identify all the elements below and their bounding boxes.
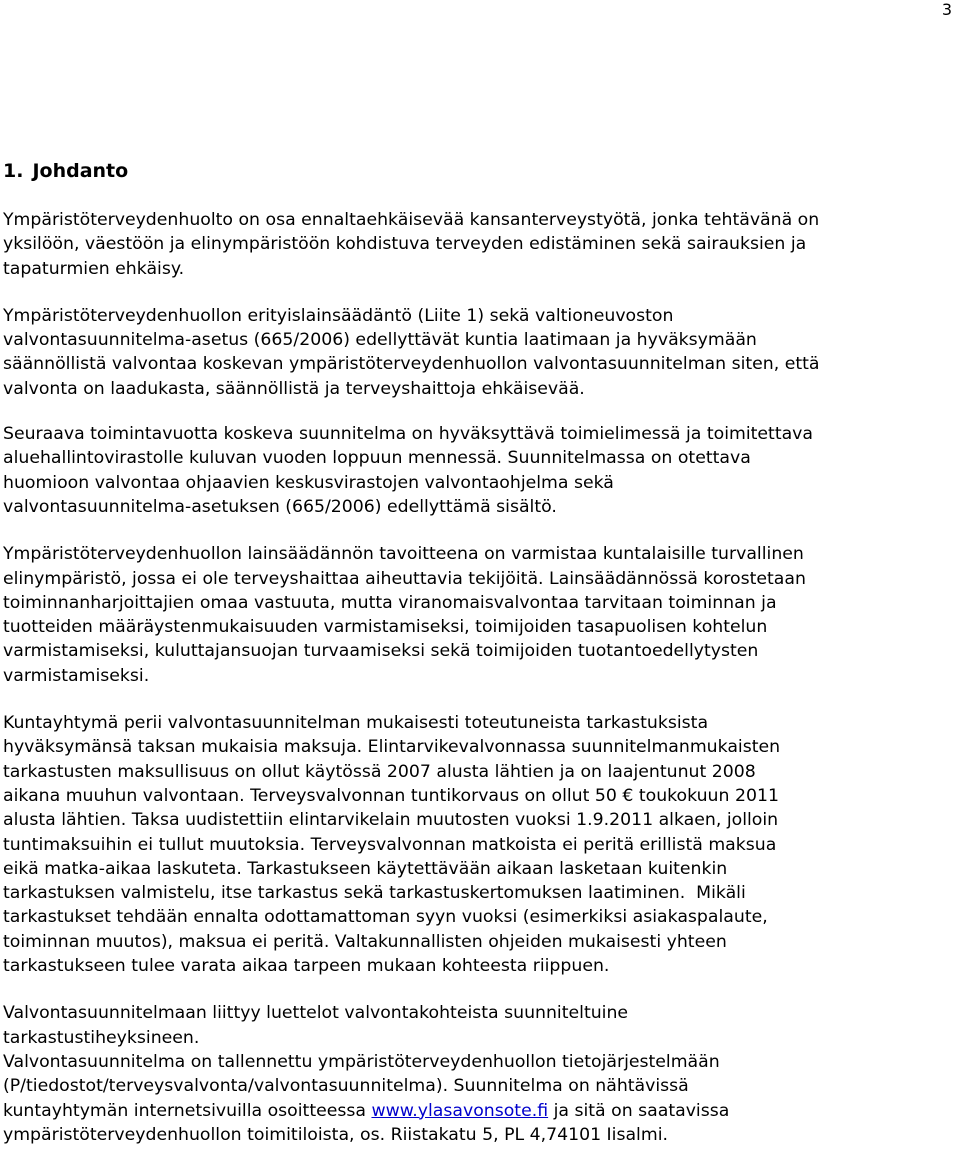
- text-line: tarkastusten maksullisuus on ollut käytössä 2007 alusta lähtien ja on laajentunut 2008: [3, 761, 756, 782]
- paragraph-gap: [3, 978, 957, 1001]
- text-line: Ympäristöterveydenhuollon erityislainsäädäntö (Liite 1) sekä valtioneuvoston: [3, 305, 674, 326]
- text-line: tarkastukset tehdään ennalta odottamattoman syyn vuoksi (esimerkiksi asiakaspalaute,: [3, 907, 768, 928]
- text-line: hyväksymänsä taksan mukaisia maksuja. Elintarvikevalvonnassa suunnitelmanmukaisten: [3, 737, 781, 758]
- text-line: valvontasuunnitelma-asetus (665/2006) edellyttävät kuntia laatimaan ja hyväksymään: [3, 330, 757, 351]
- text-line: yksilöön, väestöön ja elinympäristöön kohdistuva terveyden edistäminen sekä sairauksien ja: [3, 234, 807, 255]
- paragraph-gap: [3, 281, 957, 304]
- text-line: Ympäristöterveydenhuolto on osa ennaltaehkäisevää kansanterveystyötä, jonka tehtävänä on: [3, 210, 820, 230]
- text-line: tarkastuksen valmistelu, itse tarkastus sekä tarkastuskertomuksen laatiminen. Mikäli: [3, 883, 746, 904]
- text-line: toiminnan muutos), maksua ei peritä. Valtakunnallisten ohjeiden mukaisesti yhteen: [3, 931, 727, 952]
- text-line: (P/tiedostot/terveysvalvonta/valvontasuunnitelma). Suunnitelma on nähtävissä: [3, 1076, 689, 1097]
- text-line: varmistamiseksi, kuluttajansuojan turvaamiseksi sekä toimijoiden tuotantoedellytysten: [3, 641, 759, 662]
- text-line: säännöllistä valvontaa koskevan ympäristöterveydenhuollon valvontasuunnitelman siten, että: [3, 354, 820, 375]
- text-line: aikana muuhun valvontaan. Terveysvalvonnan tuntikorvaus on ollut 50 € toukokuun 2011: [3, 785, 779, 806]
- text-line-with-link: [3, 1099, 957, 1123]
- link-suffix-text: ja sitä on saatavissa: [548, 1100, 730, 1121]
- text-line: aluehallintovirastolle kuluvan vuoden loppuun mennessä. Suunnitelmassa on otettava: [3, 448, 751, 469]
- text-line: Kuntayhtymä perii valvontasuunnitelman mukaisesti toteutuneista tarkastuksista: [3, 713, 709, 734]
- text-line: valvontasuunnitelma-asetuksen (665/2006) edellyttämä sisältö.: [3, 496, 557, 517]
- text-line: Seuraava toimintavuotta koskeva suunnitelma on hyväksyttävä toimielimessä ja toimitettava: [3, 424, 813, 445]
- text-line: tarkastustiheyksineen.: [3, 1027, 200, 1048]
- paragraph-gap: [3, 688, 957, 711]
- paragraph-objectives: [3, 542, 957, 688]
- text-line: varmistamiseksi.: [3, 665, 150, 686]
- text-line: tuntimaksuihin ei tullut muutoksia. Terveysvalvonnan matkoista ei peritä erillistä maksua: [3, 834, 777, 855]
- text-line: Valvontasuunnitelma on tallennettu ympäristöterveydenhuollon tietojärjestelmään: [3, 1051, 720, 1072]
- text-line: tarkastukseen tulee varata aikaa tarpeen mukaan kohteesta riippuen.: [3, 956, 610, 977]
- paragraph-gap: [3, 519, 957, 542]
- text-line: tapaturmien ehkäisy.: [3, 258, 185, 279]
- text-line: Valvontasuunnitelmaan liittyy luettelot valvontakohteista suunniteltuine: [3, 1003, 629, 1024]
- website-link[interactable]: www.ylasavonsote.fi: [371, 1100, 549, 1121]
- document-body: [3, 158, 957, 1147]
- text-line: Ympäristöterveydenhuollon lainsäädännön tavoitteena on varmistaa kuntalaisille turvallinen: [3, 544, 804, 565]
- text-line: ympäristöterveydenhuollon toimitiloista, os. Riistakatu 5, PL 4,74101 Iisalmi.: [3, 1124, 668, 1145]
- text-line: alusta lähtien. Taksa uudistettiin elintarvikelain muutosten vuoksi 1.9.2011 alkaen, jolloin: [3, 810, 779, 831]
- text-line: elinympäristö, jossa ei ole terveyshaittaa aiheuttavia tekijöitä. Lainsäädännössä korostetaan: [3, 568, 806, 589]
- paragraph-fees: [3, 711, 957, 978]
- section-number: 1.: [3, 160, 24, 182]
- text-line: toiminnanharjoittajien omaa vastuuta, mutta viranomaisvalvontaa tarvitaan toiminnan ja: [3, 592, 777, 613]
- text-line: huomioon valvontaa ohjaavien keskusvirastojen valvontaohjelma sekä: [3, 472, 614, 493]
- text-line: tuotteiden määräystenmukaisuuden varmistamiseksi, toimijoiden tasapuolisen kohtelun: [3, 617, 768, 638]
- text-line: valvonta on laadukasta, säännöllistä ja terveyshaittoja ehkäisevää.: [3, 378, 585, 399]
- paragraph-intro: [3, 208, 957, 281]
- link-prefix-text: kuntayhtymän internetsivuilla osoitteessa: [3, 1100, 372, 1121]
- section-heading: [3, 158, 957, 184]
- paragraph-availability: [3, 1001, 957, 1147]
- paragraph-approval: [3, 422, 957, 519]
- section-title: Johdanto: [32, 160, 129, 182]
- paragraph-gap: [3, 401, 957, 422]
- paragraph-legislation: [3, 304, 957, 401]
- text-line: eikä matka-aikaa laskuteta. Tarkastukseen käytettävään aikaan lasketaan kuitenkin: [3, 858, 728, 879]
- page-number: 3: [941, 0, 952, 19]
